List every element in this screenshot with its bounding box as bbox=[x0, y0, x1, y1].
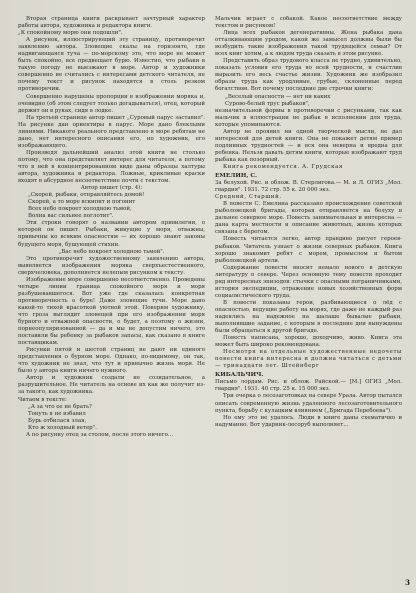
paragraph: Автор пишет (стр. 4): bbox=[80, 185, 143, 192]
verse-line: „Веселый опасности — нет ни каких bbox=[225, 93, 331, 100]
paragraph: Читаем в тексте: bbox=[18, 396, 67, 403]
verse-line: Всех небо покроет холодною тьмой, bbox=[28, 206, 132, 213]
paragraph: Рисунки пятой и шестой страниц не дают ни единого представления о бурном море. Однако, по-видимому, он так, что художник не знал, что тут и привычно жизнь моря. Не было у автора книги ничего нужного. bbox=[18, 347, 205, 375]
paragraph: Но ему это не удалось. Люди в книге даны схематично и надуманно. Вот ударник-лесоруб выполняет... bbox=[215, 414, 402, 428]
paragraph: В повести показаны герои, разбивающиеся о лёд с опасностью, ведущие работу на морях, где даже не каждый раз надеялись на надежное на шалаше бывалые рыбаки, выполнявшие задание, с которым в последние дни вынуждены были обращаться к другой бригаде. bbox=[215, 299, 402, 335]
paragraph: Это противоречит художественному заявлению автора, выявляется изображения моряка сверхъестественного, сверхчеловека, дополняется нелепым рисунком к тексту. bbox=[18, 255, 205, 276]
bibliographic-entry: За белухой. Рис. и облож. В. Стерлигова.— М. и Л. ОГИЗ „Мол. гвардия". 1931. 72 стр. 55 к. 20 000 экз. bbox=[215, 180, 402, 194]
paragraph: Совершенно нарушены пропорции в изображении моряка и, очевидно (об этом следует только догадываться), отец, который держит он в руках, сидя в лодке. bbox=[18, 93, 205, 114]
verse-line: Сурово-белый трус рыбаков", bbox=[225, 100, 310, 107]
paragraph: Повесть читается легко, автор правдиво рисует героев-рыбаков. Читатель узнает о жизни северных рыбаков. Книга хорошо знакомит ребят с морем, промыслом и бытом рыболовецкой артели. bbox=[215, 236, 402, 264]
paragraph: Изображение море совершенно несответственно. Проведены четыре линии граница спокойного моря и моря разбушевавшегося. Вот уже где сказалась конкретная противоречность о буре! Даже зловещие тучи. Море дано какой-то тихой красоткой уютной этой. Поверим художнику, что гроза выглядит зловещей при его изображении моря бурного и отважной опасности, о будет, а поэтому о жизни, порнеопуляризованной — да и мы не допустим ничего, это поставили бы ребенку за рыбаков запасы, как сказано в книге поставщикам. bbox=[18, 276, 205, 347]
paragraph: Содержание повести вносит немало нового в детскую литературу о севере. Через основную тему повести проходит ряд интересных эпизодов: стычки с опасными пограничниками, история экспедиции, отражение новых хозяйственных форм социалистического труда. bbox=[215, 264, 402, 299]
paragraph: Автор и художник создали не созидательное, а разрушительное. Не читатель на основе их как же получит из-за такого, как художника. bbox=[18, 375, 205, 396]
paragraph: Три очерка о лесозаготовках на севере Урала. Автор пытался описать современную жизнь удаленного лесозаготовительного пункта, борьбу с кулацким влиянием („Бригада Перебоева"). bbox=[215, 393, 402, 414]
paragraph: Произведя дальнейший анализ этой книги не столько потому, что она представляет интерес для читателя, а потому что в ней в концентрированном виде даны образцы халтуры автора, художника и редактора. Ложные, крикливые краски входят в абсурдное несоответствие почти с текстом. bbox=[18, 149, 205, 185]
verse-line: „Скорей, рыбаки, отправляйтесь домой! bbox=[28, 192, 145, 199]
recommendation-signature: Несмотря на отдельные художественные недочеты повести книга интересна и должна читаться с детьми — тринадцати лет. Штейнберг bbox=[215, 349, 402, 370]
left-column bbox=[18, 16, 205, 585]
paragraph: Представить образ трудового класса не трудно, удивительно, показать условия его труда во всей трудности, и счастлив выразить его весь счастье жизни. Художник же изобразил образы труда как уродливые, грубые, склоненные перед богатством. Вот почему последние две строчки книги: bbox=[215, 58, 402, 93]
quote: „К спокойному морю они подошли". bbox=[18, 30, 123, 37]
quote: „Вас небо покроет холодною тьмой". bbox=[58, 248, 165, 255]
right-column bbox=[215, 16, 402, 585]
bibliographic-entry: Письмо лордам. Рис. и облож. Райской.— [М.] ОГИЗ „Мол. гвардия". 1931. 40 стр. 25 к. 15 000 экз. bbox=[215, 379, 402, 393]
paragraph: Лица всех рыбаков дегенеративны. Жена рыбака дана отталкивающим уродом, какой же замысел должны были бы возбудить такие изображения такой трудящейся семьи? От всех книг хотим, а к людям труда сказать в этом рисунке. bbox=[215, 30, 402, 58]
verse-line: Кто ж холодный ветер". bbox=[28, 424, 97, 431]
verse-line: Тонуть я не взбавил bbox=[28, 410, 86, 417]
age-group: Средний, Старший. bbox=[215, 194, 282, 201]
paragraph: Мальчик играет с собакой. Какое несоответствие между текстом и рисунком! bbox=[215, 16, 402, 30]
paragraph: А по рисунку отец за столом, после этого ничего... bbox=[26, 431, 174, 438]
paragraph: В повести С. Емелина рассказано происхождение советской рыболовецкой бригады, которая отправляется на белуху в дальнее северное море. Повесть занимательная и интересна — дана карта местности и описание животных, жизнь которых связана с берегом. bbox=[215, 201, 402, 236]
paragraph: А рисунок, иллюстрирующий эту страницу, противоречит заявлению автора. Зловещие скалы на горизонте, где надвигающаяся туча — по-морскому это, что море не может быть спокойно, все предвещает бурю. Известно, что рыбаки в такую погоду не выезжают в море. Автор и художники совершенно не считались с интересами детского читателя, не почему текст и рисунок находятся в столь резком противоречии. bbox=[18, 37, 205, 93]
paragraph: Вторая страница книги раскрывает зачтурный характер работы автора, художника и редактора книги. bbox=[18, 16, 205, 30]
review-heading: ЕМЕЛИН, С. bbox=[215, 173, 258, 180]
paragraph: На третьей странице автор пишет „Суровый парус заставил". На рисунке дан ориентиры в парус. Море дано блеклыми линиями. Никакого реального представлено в море ребятам не дано, нет интересного описания его, но художник, его изображающего. bbox=[18, 114, 205, 149]
paragraph: незначительной формы в противоречии с рисунками, так как мальчик в иллюстрации не рыбак в исполнении для труда, которые упоминаются. bbox=[215, 107, 402, 128]
recommendation-signature: Книга рекомендуется. А. Грудская bbox=[223, 163, 343, 170]
paragraph: Повесть написана, хорошо, доходчиво, живо. Книга эта может быть широко рекомендована. bbox=[215, 335, 402, 349]
verse-line: „А за что ее не брать? bbox=[28, 403, 92, 410]
verse-line: Волна вас сильнее поглотит". bbox=[28, 213, 114, 220]
paragraph: Эти строки говорят о названии автором привилегии, о которой он пишет. Рыбаки, живущие у моря, отважны, привычны ко всяким опасностям — их хорошо знают законы будущего моря, бушующей стихии. bbox=[18, 220, 205, 248]
verse-line: Бурь отбилася злая, bbox=[28, 417, 87, 424]
page-number: 3 bbox=[405, 578, 410, 587]
verse-line: Скорей, а то море вскипит и погонит bbox=[28, 199, 136, 206]
paragraph: Автор не проявил ни одной творческой мысли, не дал интересной для детей книги. Она не покажет детям пример подлинных трудностей — и вся она неверна и вредна для ребенка. Нельзя давать детям книги, которые изображают труд рыбака как позорный. bbox=[215, 128, 402, 163]
review-heading: КИБАЛЬЧИЧ. bbox=[215, 372, 264, 379]
